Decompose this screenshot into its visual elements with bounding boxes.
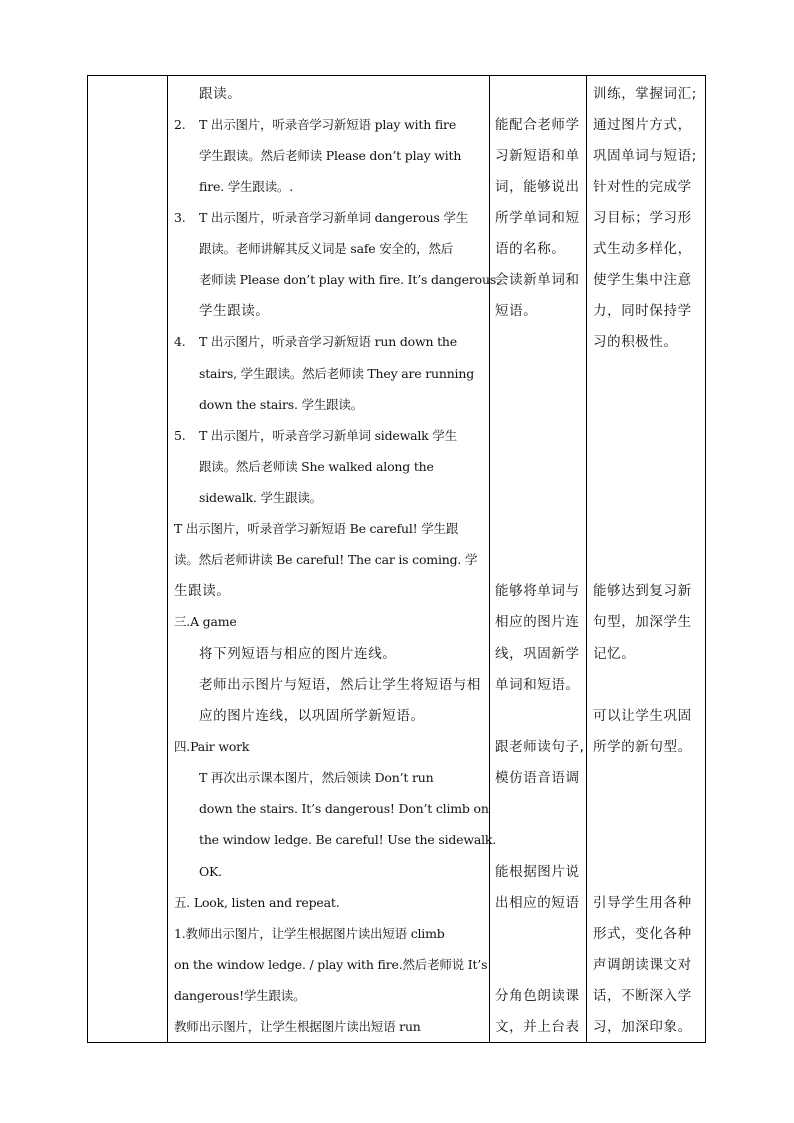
section-heading: 五. Look, listen and repeat. (174, 895, 340, 910)
activity-line: 短语。 (495, 303, 538, 319)
step-line: 教师出示图片，让学生根据图片读出短语 run (174, 1019, 421, 1034)
step-line: 学生跟读。然后老师读 Please don’t play with (199, 148, 462, 163)
intent-line: 使学生集中注意 (593, 272, 692, 288)
activity-line: 语的名称。 (495, 241, 566, 257)
step-line: fire. 学生跟读。. (199, 179, 294, 194)
step-line: 老师读 Please don’t play with fire. It’s dangerous. (199, 272, 500, 287)
activity-line: 能配合老师学 (495, 117, 580, 133)
activity-line: 跟老师读句子, (495, 739, 585, 755)
intent-line: 式生动多样化， (593, 241, 692, 257)
column-divider-2 (489, 76, 490, 1042)
intent-line: 句型，加深学生 (593, 614, 692, 630)
intent-line: 针对性的完成学 (593, 179, 692, 195)
intent-line: 训练，掌握词汇; (593, 86, 697, 102)
step-line: 跟读。老师讲解其反义词是 safe 安全的，然后 (199, 241, 454, 256)
step-line: on the window ledge. / play with fire.然后老师说 It’s (174, 957, 488, 972)
activity-line: 能够将单词与 (495, 583, 580, 599)
step-number: 2. (174, 117, 186, 132)
intent-line: 引导学生用各种 (593, 895, 692, 911)
activity-line: 线，巩固新学 (495, 646, 580, 662)
step-number: 3. (174, 210, 186, 225)
step-line: T 出示图片，听录音学习新单词 sidewalk 学生 (199, 428, 457, 443)
step-line: 生跟读。 (174, 583, 231, 599)
step-line: OK. (199, 864, 222, 879)
step-line: T 出示图片，听录音学习新短语 run down the (199, 334, 457, 349)
activity-line: 模仿语音语调 (495, 770, 580, 786)
section-heading: 四.Pair work (174, 739, 250, 754)
activity-line: 分角色朗读课 (495, 988, 580, 1004)
step-line: 读。然后老师讲读 Be careful! The car is coming. 学 (174, 552, 478, 567)
activity-line: 习新短语和单 (495, 148, 580, 164)
step-line: 将下列短语与相应的图片连线。 (199, 646, 397, 662)
step-line: 老师出示图片与短语，然后让学生将短语与相 (199, 677, 481, 693)
section-heading: 三.A game (174, 614, 237, 629)
step-number: 5. (174, 428, 186, 443)
activity-line: 所学单词和短 (495, 210, 580, 226)
step-line: dangerous!学生跟读。 (174, 988, 306, 1003)
step-line: T 出示图片，听录音学习新短语 Be careful! 学生跟 (174, 521, 459, 536)
activity-line: 单词和短语。 (495, 677, 580, 693)
intent-line: 习的积极性。 (593, 334, 678, 350)
step-line: 1.教师出示图片，让学生根据图片读出短语 climb (174, 926, 445, 941)
intent-line: 习目标；学习形 (593, 210, 692, 226)
intent-line: 通过图片方式， (593, 117, 692, 133)
step-line: 跟读。 (199, 86, 242, 102)
intent-line: 话，不断深入学 (593, 988, 692, 1004)
intent-line: 可以让学生巩固 (593, 708, 692, 724)
step-line: T 出示图片，听录音学习新单词 dangerous 学生 (199, 210, 469, 225)
intent-line: 习，加深印象。 (593, 1019, 692, 1035)
step-line: sidewalk. 学生跟读。 (199, 490, 322, 505)
activity-line: 文，并上台表 (495, 1019, 580, 1035)
activity-line: 出相应的短语 (495, 895, 580, 911)
step-line: stairs, 学生跟读。然后老师读 They are running (199, 366, 474, 381)
intent-line: 记忆。 (593, 646, 636, 662)
intent-line: 能够达到复习新 (593, 583, 692, 599)
intent-line: 所学的新句型。 (593, 739, 692, 755)
step-line: 跟读。然后老师读 She walked along the (199, 459, 434, 474)
step-line: 应的图片连线，以巩固所学新短语。 (199, 708, 425, 724)
step-line: T 出示图片，听录音学习新短语 play with fire (199, 117, 457, 132)
activity-line: 会读新单词和 (495, 272, 580, 288)
step-line: the window ledge. Be careful! Use the sidewalk. (199, 832, 497, 847)
column-divider-1 (167, 76, 168, 1042)
step-line: 学生跟读。 (199, 303, 270, 319)
step-line: down the stairs. It’s dangerous! Don’t climb on (199, 801, 489, 816)
step-number: 4. (174, 334, 186, 349)
activity-line: 相应的图片连 (495, 614, 580, 630)
intent-line: 力，同时保持学 (593, 303, 692, 319)
activity-line: 词，能够说出 (495, 179, 580, 195)
intent-line: 形式，变化各种 (593, 926, 692, 942)
lesson-plan-table (87, 75, 706, 1043)
intent-line: 声调朗读课文对 (593, 957, 692, 973)
step-line: down the stairs. 学生跟读。 (199, 397, 364, 412)
activity-line: 能根据图片说 (495, 864, 580, 880)
step-line: T 再次出示课本图片，然后领读 Don’t run (199, 770, 434, 785)
column-divider-3 (586, 76, 587, 1042)
intent-line: 巩固单词与短语; (593, 148, 697, 164)
